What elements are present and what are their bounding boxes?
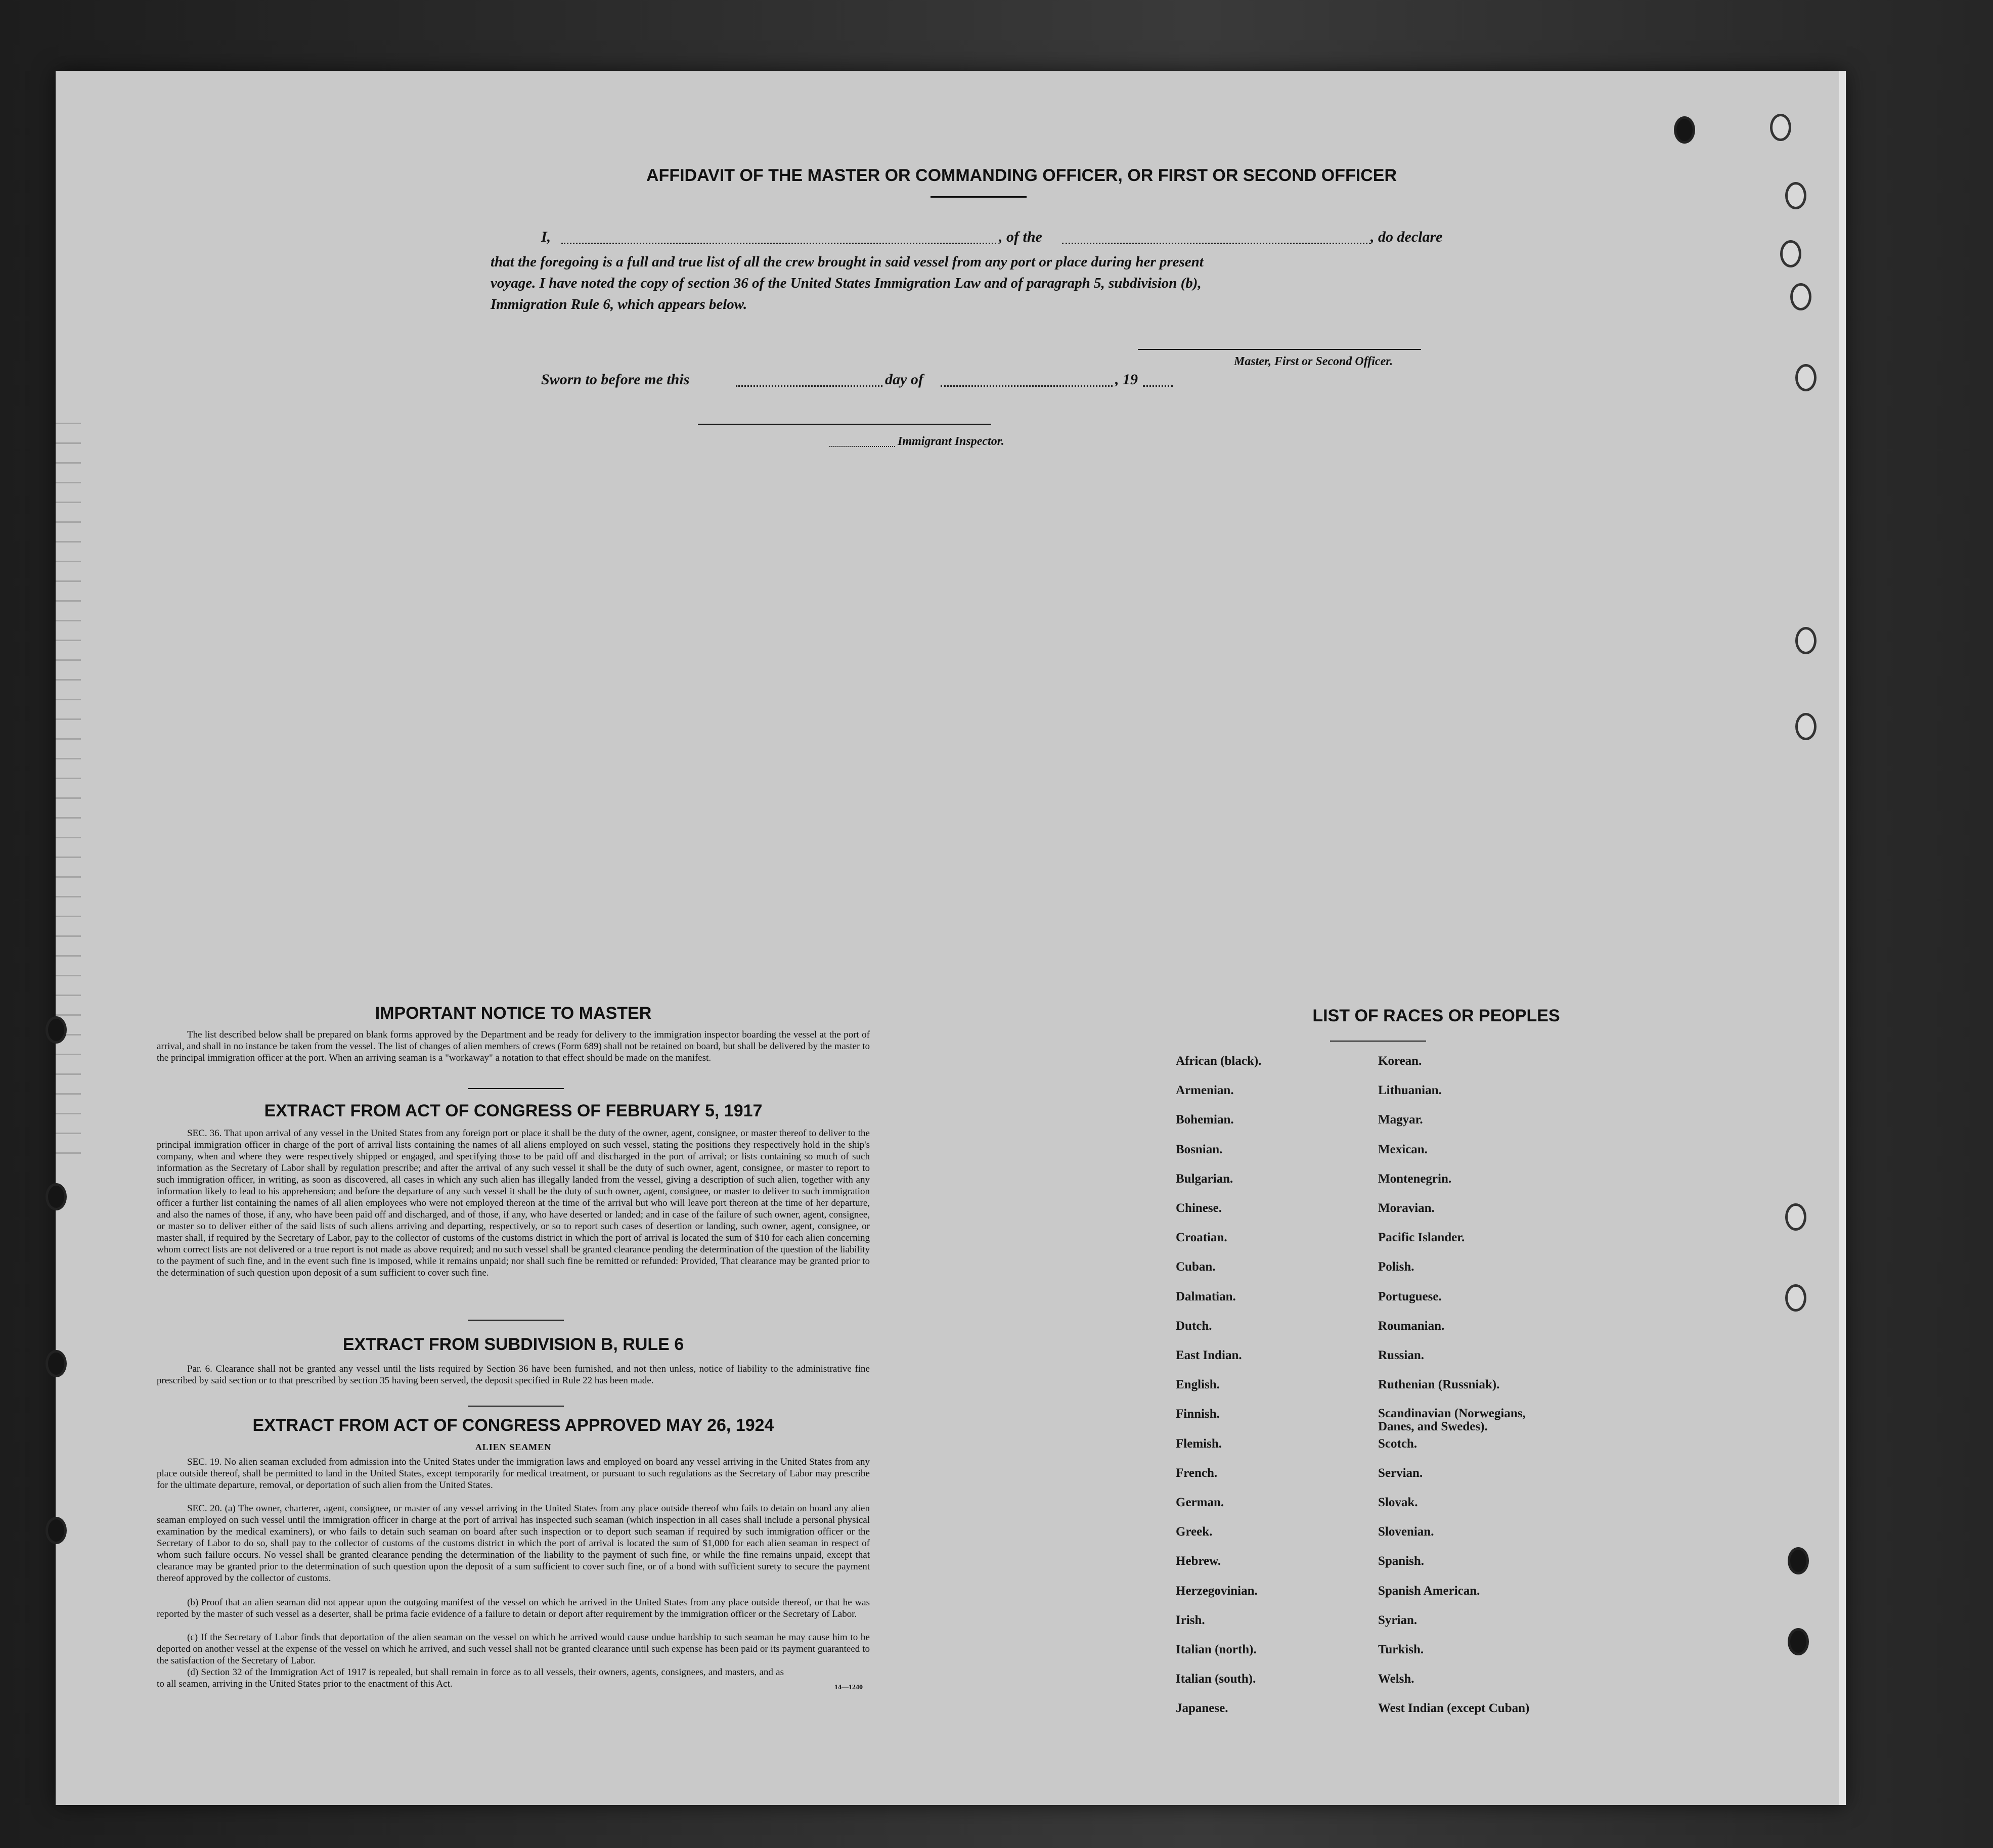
race-item: Dutch. <box>1176 1319 1212 1333</box>
sworn-year-label: , 19 <box>1115 371 1138 388</box>
binder-hole-icon <box>1788 1547 1809 1574</box>
master-signature-label: Master, First or Second Officer. <box>1234 355 1393 368</box>
extract-1924-title: EXTRACT FROM ACT OF CONGRESS APPROVED MAY 26, 1924 <box>252 1416 774 1435</box>
sworn-year-field[interactable] <box>1143 385 1173 387</box>
race-item: Roumanian. <box>1378 1319 1445 1333</box>
race-item: Servian. <box>1378 1466 1423 1480</box>
paper-edge <box>1839 71 1846 1805</box>
extract-1917-text: SEC. 36. That upon arrival of any vessel in the United States from any foreign port or place it shall be the duty of the owner, agent, consignee, or master thereof to deliver to the principal immigration officer in charge of the port of arrival lists containing the names of all aliens employed on such vessel, stating the positions they respectively hold in the ship's company, when and where they were respectively shipped or engaged, and specifying those to be paid off and discharged in the port of arrival; or lists containing so much of such information as the Secretary of Labor shall by regulation prescribe; and after the arrival of any such vessel it shall be the duty of such owner, agent, consignee, or master to report to such immigration officer, in writing, as soon as discovered, all cases in which any such alien has illegally landed from the vessel, giving a description of such alien, together with any information likely to lead to his apprehension; and before the departure of any such vessel it shall be the duty of such owner, agent, consignee, or master to deliver to such immigration officer a further list containing the names of all alien employees who were not employed thereon at the time of the arrival but who will leave port thereon at the time of her departure, and also the names of those, if any, who have been paid off and discharged, and of those, if any, who have deserted or landed; and in case of the failure of such owner, agent, consignee, or master so to deliver either of the said lists of such aliens arriving and departing, respectively, or so to report such cases of desertion or landing, such owner, agent, consignee, or master shall, if required by the Secretary of Labor, pay to the collector of customs of the customs district in which the port of arrival is located the sum of $10 for each alien concerning whom correct lists are not delivered or a true report is not made as above required; and no such vessel shall be granted clearance pending the determination of the question of the liability to the payment of such fine, and in the event such fine is imposed, while it remains unpaid; nor shall such fine be remitted or refunded: Provided, That clearance may be granted prior to the determination of such question upon deposit of a sum sufficient to cover such fine. <box>157 1128 870 1278</box>
race-item: French. <box>1176 1466 1218 1480</box>
race-item: Moravian. <box>1378 1201 1435 1215</box>
race-item: Slovak. <box>1378 1496 1418 1509</box>
affidavit-line1-start: I, <box>541 229 551 245</box>
race-item: Mexican. <box>1378 1142 1428 1156</box>
rule6-title: EXTRACT FROM SUBDIVISION B, RULE 6 <box>342 1335 684 1354</box>
inspector-label: Immigrant Inspector. <box>898 435 1004 448</box>
affidavit-title-rule <box>931 196 1027 198</box>
race-item: Bohemian. <box>1176 1113 1234 1127</box>
race-item: Welsh. <box>1378 1672 1414 1686</box>
binder-hole-icon <box>1770 114 1791 141</box>
race-item: Hebrew. <box>1176 1554 1221 1568</box>
race-item: Lithuanian. <box>1378 1084 1442 1098</box>
affidavit-line4: Immigration Rule 6, which appears below. <box>491 296 747 312</box>
race-item: Irish. <box>1176 1613 1205 1627</box>
sworn-day-label: day of <box>885 371 923 388</box>
race-item: East Indian. <box>1176 1348 1242 1362</box>
sworn-month-field[interactable] <box>941 385 1113 387</box>
race-item: Cuban. <box>1176 1260 1216 1274</box>
left-margin-lines <box>56 404 81 1163</box>
binder-hole-icon <box>1785 1203 1806 1231</box>
binder-hole-icon <box>1674 116 1695 144</box>
notice-title: IMPORTANT NOTICE TO MASTER <box>375 1004 652 1023</box>
race-item: Polish. <box>1378 1260 1414 1274</box>
binder-hole-icon <box>46 1517 67 1544</box>
race-item: Italian (south). <box>1176 1672 1256 1686</box>
binder-hole-icon <box>1795 713 1817 740</box>
race-item: Dalmatian. <box>1176 1289 1236 1303</box>
binder-hole-icon <box>1795 627 1817 654</box>
notice-text: The list described below shall be prepared on blank forms approved by the Department and be ready for delivery to the immigration inspector boarding the vessel at the port of arrival, and shall in no instance be taken from the vessel. The list of changes of alien members of crews (Form 689) shall not be retained on board, but shall be delivered by the master to the principal immigration officer at the port. When an arriving seaman is a "workaway" a notation to that effect should be made on the manifest. <box>157 1029 870 1063</box>
declarant-name-field[interactable] <box>561 243 996 244</box>
race-item: West Indian (except Cuban) <box>1378 1701 1530 1716</box>
race-item: Italian (north). <box>1176 1643 1257 1656</box>
race-item: Greek. <box>1176 1525 1213 1539</box>
race-item: English. <box>1176 1378 1220 1392</box>
races-title-rule <box>1330 1041 1426 1042</box>
inspector-dotted-line <box>829 446 895 447</box>
sworn-text: Sworn to before me this <box>541 371 690 388</box>
race-item: Scandinavian (Norwegians, Danes, and Swedes). <box>1378 1407 1526 1434</box>
extract-1924-sec20c: (c) If the Secretary of Labor finds that deportation of the alien seaman on the vessel on which he arrived would cause undue hardship to such seaman he may cause him to be deported on another vessel at the expense of the vessel on which he arrived, and such vessel shall not be granted clearance until such expense has been paid or its payment guaranteed to the satisfaction of the Secretary of Labor. <box>157 1632 870 1666</box>
binder-hole-icon <box>1790 283 1811 310</box>
extract-1924-sec20d: (d) Section 32 of the Immigration Act of 1917 is repealed, but shall remain in force as to all vessels, their owners, agents, consignees, and masters, and as to all seamen, arriving in the United States prior to the enactment of this Act. <box>157 1667 784 1689</box>
binder-hole-icon <box>1795 364 1817 391</box>
race-item: Russian. <box>1378 1348 1425 1362</box>
race-item: Spanish. <box>1378 1554 1425 1568</box>
binder-hole-icon <box>1785 182 1806 209</box>
extract-1917-title: EXTRACT FROM ACT OF CONGRESS OF FEBRUARY 5, 1917 <box>264 1101 763 1120</box>
extract-1924-sec19: SEC. 19. No alien seaman excluded from admission into the United States under the immigration laws and employed on board any vessel arriving in the United States from any place outside thereof, shall be permitted to land in the United States, except temporarily for medical treatment, or pursuant to such regulations as the Secretary of Labor may prescribe for the ultimate departure, removal, or deportation of such alien from the United States. <box>157 1457 870 1491</box>
races-title: LIST OF RACES OR PEOPLES <box>1312 1006 1560 1025</box>
race-item: Syrian. <box>1378 1613 1418 1627</box>
extract-1924-sec20a: SEC. 20. (a) The owner, charterer, agent, consignee, or master of any vessel arriving in the United States from any place outside thereof who fails to detain on board any alien seaman employed on such vessel until the immigration officer in charge at the port of arrival has inspected such seaman (which inspection in all cases shall include a personal physical examination by the medical examiners), or who fails to detain such seaman on board after such inspection or to deport such seaman if required by such immigration officer or the Secretary of Labor to do so, shall pay to the collector of customs of the customs district in which the port of arrival is located the sum of $1,000 for each alien seaman in respect of whom such failure occurs. No vessel shall be granted clearance pending the determination of the liability to the payment of such fine, or while the fine remains unpaid, except that clearance may be granted prior to the determination of such question upon the deposit of a sum sufficient to cover such fine, or of a bond with sufficient surety to secure the payment thereof approved by the collector of customs. <box>157 1503 870 1584</box>
binder-hole-icon <box>46 1016 67 1044</box>
binder-hole-icon <box>46 1350 67 1377</box>
race-item: Slovenian. <box>1378 1525 1434 1539</box>
race-item: Chinese. <box>1176 1201 1222 1215</box>
race-item: Magyar. <box>1378 1113 1423 1127</box>
extract-1924-sec20b: (b) Proof that an alien seaman did not appear upon the outgoing manifest of the vessel on which he arrived in the United States from any place outside thereof, or that he was reported by the master of such vessel as a deserter, shall be prima facie evidence of a failure to detain or deport after requirement by the immigration officer or the Secretary of Labor. <box>157 1597 870 1619</box>
affidavit-line3: voyage. I have noted the copy of section 36 of the United States Immigration Law and of paragraph 5, subdivision (b), <box>491 275 1202 291</box>
race-item: Pacific Islander. <box>1378 1231 1465 1245</box>
binder-hole-icon <box>1780 240 1801 267</box>
rule6-text: Par. 6. Clearance shall not be granted any vessel until the lists required by Section 36 have been furnished, and not then unless, notice of liability to the administrative fine prescribed by said section or to that prescribed by section 35 having been served, the deposit specified in Rule 22 has been made. <box>157 1364 870 1386</box>
race-item: Spanish American. <box>1378 1584 1480 1598</box>
race-item: Bosnian. <box>1176 1142 1223 1156</box>
race-item: African (black). <box>1176 1054 1262 1068</box>
race-item: Herzegovinian. <box>1176 1584 1258 1598</box>
race-item: Bulgarian. <box>1176 1171 1233 1186</box>
extract-1924-subtitle: ALIEN SEAMEN <box>475 1442 552 1452</box>
manifest-page <box>56 71 1846 1805</box>
race-item: Armenian. <box>1176 1084 1234 1098</box>
race-item: Japanese. <box>1176 1701 1228 1716</box>
master-signature-line[interactable] <box>1138 349 1421 350</box>
inspector-signature-line[interactable] <box>698 424 991 425</box>
form-number: 14—1240 <box>834 1684 863 1691</box>
race-item: Ruthenian (Russniak). <box>1378 1378 1500 1392</box>
affidavit-line1-end: , do declare <box>1370 229 1443 245</box>
race-item: Finnish. <box>1176 1407 1220 1421</box>
race-item: Korean. <box>1378 1054 1422 1068</box>
race-item: Flemish. <box>1176 1436 1222 1451</box>
race-item: Croatian. <box>1176 1231 1227 1245</box>
race-item: German. <box>1176 1496 1224 1509</box>
rule6-rule <box>468 1406 564 1407</box>
affidavit-line2: that the foregoing is a full and true list of all the crew brought in said vessel from any port or place during her present <box>491 254 1204 270</box>
binder-hole-icon <box>1788 1628 1809 1655</box>
notice-rule <box>468 1088 564 1089</box>
affidavit-title: AFFIDAVIT OF THE MASTER OR COMMANDING OFFICER, OR FIRST OR SECOND OFFICER <box>646 166 1397 185</box>
binder-hole-icon <box>46 1183 67 1210</box>
race-item: Montenegrin. <box>1378 1171 1452 1186</box>
race-item: Turkish. <box>1378 1643 1424 1656</box>
sworn-day-field[interactable] <box>736 385 882 387</box>
affidavit-line1-mid: , of the <box>999 229 1042 245</box>
extract-1917-rule <box>468 1320 564 1321</box>
binder-hole-icon <box>1785 1284 1806 1312</box>
race-item: Scotch. <box>1378 1436 1418 1451</box>
vessel-name-field[interactable] <box>1062 243 1370 244</box>
race-item: Portuguese. <box>1378 1289 1442 1303</box>
